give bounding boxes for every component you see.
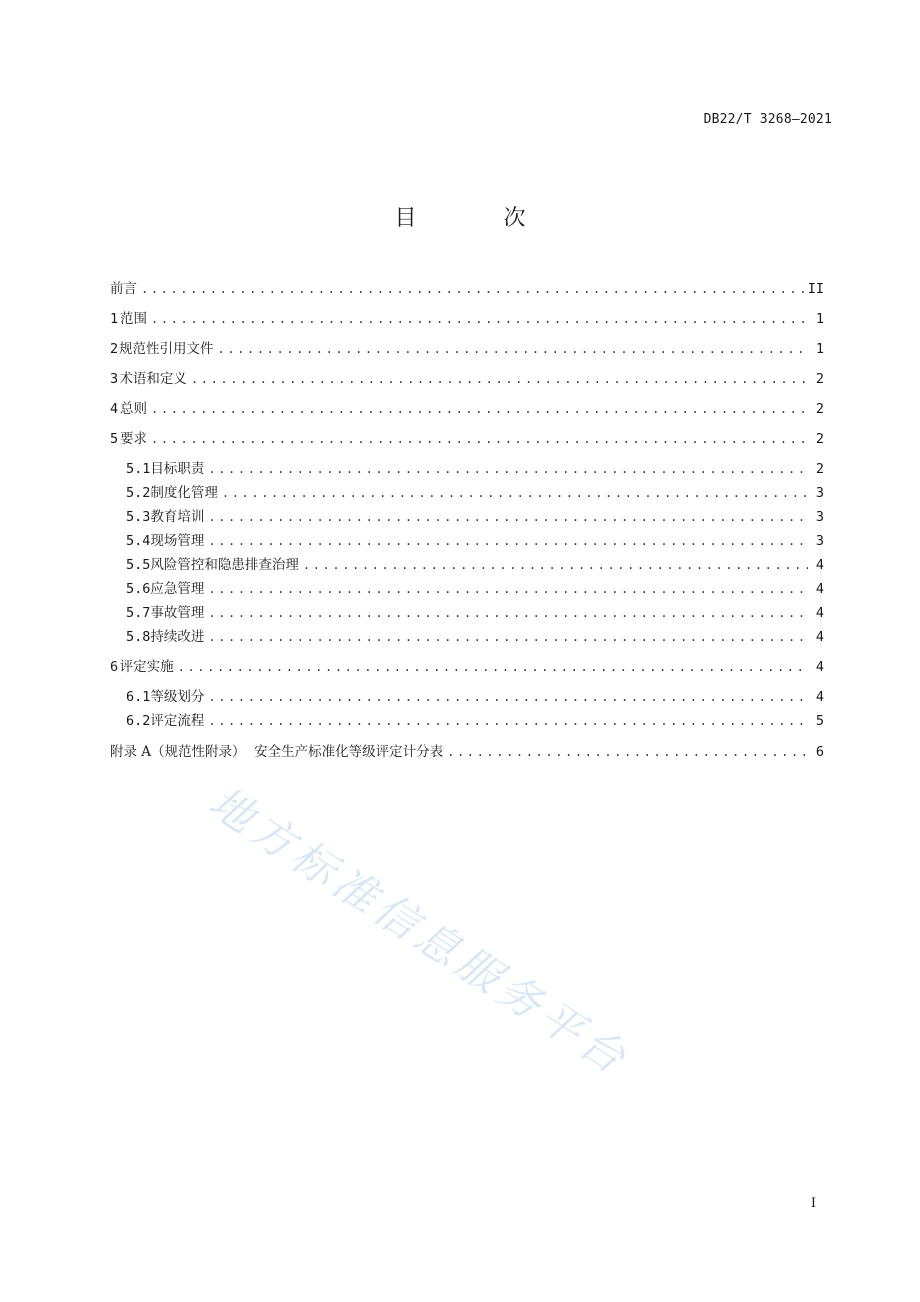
toc-entry-page: 1 <box>815 341 824 357</box>
toc-entry-page: 2 <box>815 461 824 477</box>
toc-entry-5-3[interactable] <box>126 507 824 527</box>
toc-entry-page: 4 <box>815 557 824 573</box>
toc-entry-page: 4 <box>815 659 824 675</box>
toc-entry-5-1[interactable] <box>126 459 824 479</box>
toc-entry-label: 要求 <box>120 431 148 447</box>
toc-leader-dots <box>151 429 808 449</box>
toc-entry-label: 风险管控和隐患排查治理 <box>150 557 299 573</box>
toc-entry-label: 前言 <box>110 281 137 297</box>
toc-entry-5-8[interactable] <box>126 627 824 647</box>
toc-entry-page: 2 <box>815 401 824 417</box>
toc-leader-dots <box>208 579 808 599</box>
toc-leader-dots <box>303 555 808 575</box>
toc-entry-6-1[interactable] <box>126 687 824 707</box>
toc-entry-label: 术语和定义 <box>119 371 187 387</box>
toc-entry-5-6[interactable] <box>126 579 824 599</box>
toc-entry-label: 评定实施 <box>119 659 174 675</box>
toc-entry-label: 教育培训 <box>150 509 205 525</box>
toc-entry-scope[interactable] <box>110 309 824 329</box>
toc-entry-label: 制度化管理 <box>150 485 218 501</box>
toc-entry-page: II <box>807 281 824 297</box>
toc-entry-page: 4 <box>815 629 824 645</box>
toc-entry-5-7[interactable] <box>126 603 824 623</box>
toc-leader-dots <box>208 531 808 551</box>
toc-entry-5-2[interactable] <box>126 483 824 503</box>
toc-leader-dots <box>447 742 808 762</box>
toc-entry-page: 4 <box>815 581 824 597</box>
toc-entry-number: 5.5 <box>126 557 151 573</box>
toc-entry-foreword[interactable] <box>110 279 824 299</box>
toc-leader-dots <box>208 507 808 527</box>
toc-leader-dots <box>151 309 808 329</box>
toc-entry-page: 1 <box>815 311 824 327</box>
toc-leader-dots <box>191 369 808 389</box>
toc-entry-terms[interactable] <box>110 369 824 389</box>
toc-entry-label: 等级划分 <box>150 689 205 705</box>
toc-entry-number: 5.8 <box>126 629 151 645</box>
toc-entry-page: 3 <box>815 485 824 501</box>
toc-entry-label: 目标职责 <box>150 461 205 477</box>
watermark: 地方标准信息服务平台 <box>199 777 639 1087</box>
toc-entry-assessment[interactable] <box>110 657 824 677</box>
toc-entry-page: 2 <box>815 431 824 447</box>
toc-leader-dots <box>208 603 808 623</box>
toc-entry-number: 6.1 <box>126 689 151 705</box>
toc-entry-number: 5.7 <box>126 605 151 621</box>
toc-entry-label: 评定流程 <box>150 713 205 729</box>
toc-leader-dots <box>178 657 808 677</box>
toc-entry-label: 附录 A（规范性附录） 安全生产标准化等级评定计分表 <box>110 744 444 760</box>
toc-entry-page: 2 <box>815 371 824 387</box>
toc-entry-label: 应急管理 <box>150 581 205 597</box>
toc-entry-number: 6 <box>110 659 119 675</box>
toc-leader-dots <box>208 459 808 479</box>
toc-entry-label: 规范性引用文件 <box>119 341 214 357</box>
document-code: DB22/T 3268—2021 <box>703 112 832 127</box>
toc-leader-dots <box>151 399 808 419</box>
toc-entry-5-5[interactable] <box>126 555 824 575</box>
toc-entry-page: 3 <box>815 533 824 549</box>
toc-entry-page: 4 <box>815 689 824 705</box>
toc-title: 目 次 <box>394 206 566 231</box>
toc-leader-dots <box>141 279 804 299</box>
toc-entry-page: 4 <box>815 605 824 621</box>
toc-entry-number: 2 <box>110 341 119 357</box>
toc-entry-number: 5 <box>110 431 119 447</box>
toc-entry-number: 6.2 <box>126 713 151 729</box>
toc-entry-page: 3 <box>815 509 824 525</box>
toc-entry-appendix-a[interactable] <box>110 742 824 762</box>
toc-entry-label: 范围 <box>120 311 148 327</box>
toc-entry-page: 5 <box>815 713 824 729</box>
toc-entry-label: 事故管理 <box>150 605 205 621</box>
toc-entry-label: 持续改进 <box>150 629 205 645</box>
toc-entry-general[interactable] <box>110 399 824 419</box>
toc-entry-number: 5.4 <box>126 533 151 549</box>
toc-entry-number: 5.6 <box>126 581 151 597</box>
page-number: I <box>810 1196 816 1211</box>
toc-leader-dots <box>208 711 808 731</box>
toc-entry-number: 1 <box>110 311 119 327</box>
toc-entry-page: 6 <box>815 744 824 760</box>
toc-entry-label: 总则 <box>120 401 148 417</box>
toc-leader-dots <box>218 339 808 359</box>
toc-entry-number: 5.3 <box>126 509 151 525</box>
toc-entry-label: 现场管理 <box>150 533 205 549</box>
toc-entry-number: 3 <box>110 371 119 387</box>
toc-leader-dots <box>222 483 808 503</box>
toc-entry-6-2[interactable] <box>126 711 824 731</box>
toc-entry-requirements[interactable] <box>110 429 824 449</box>
toc-entry-normative-references[interactable] <box>110 339 824 359</box>
toc-leader-dots <box>208 627 808 647</box>
toc-leader-dots <box>208 687 808 707</box>
toc-entry-number: 5.1 <box>126 461 151 477</box>
toc-entry-number: 5.2 <box>126 485 151 501</box>
toc-entry-number: 4 <box>110 401 119 417</box>
toc-entry-5-4[interactable] <box>126 531 824 551</box>
